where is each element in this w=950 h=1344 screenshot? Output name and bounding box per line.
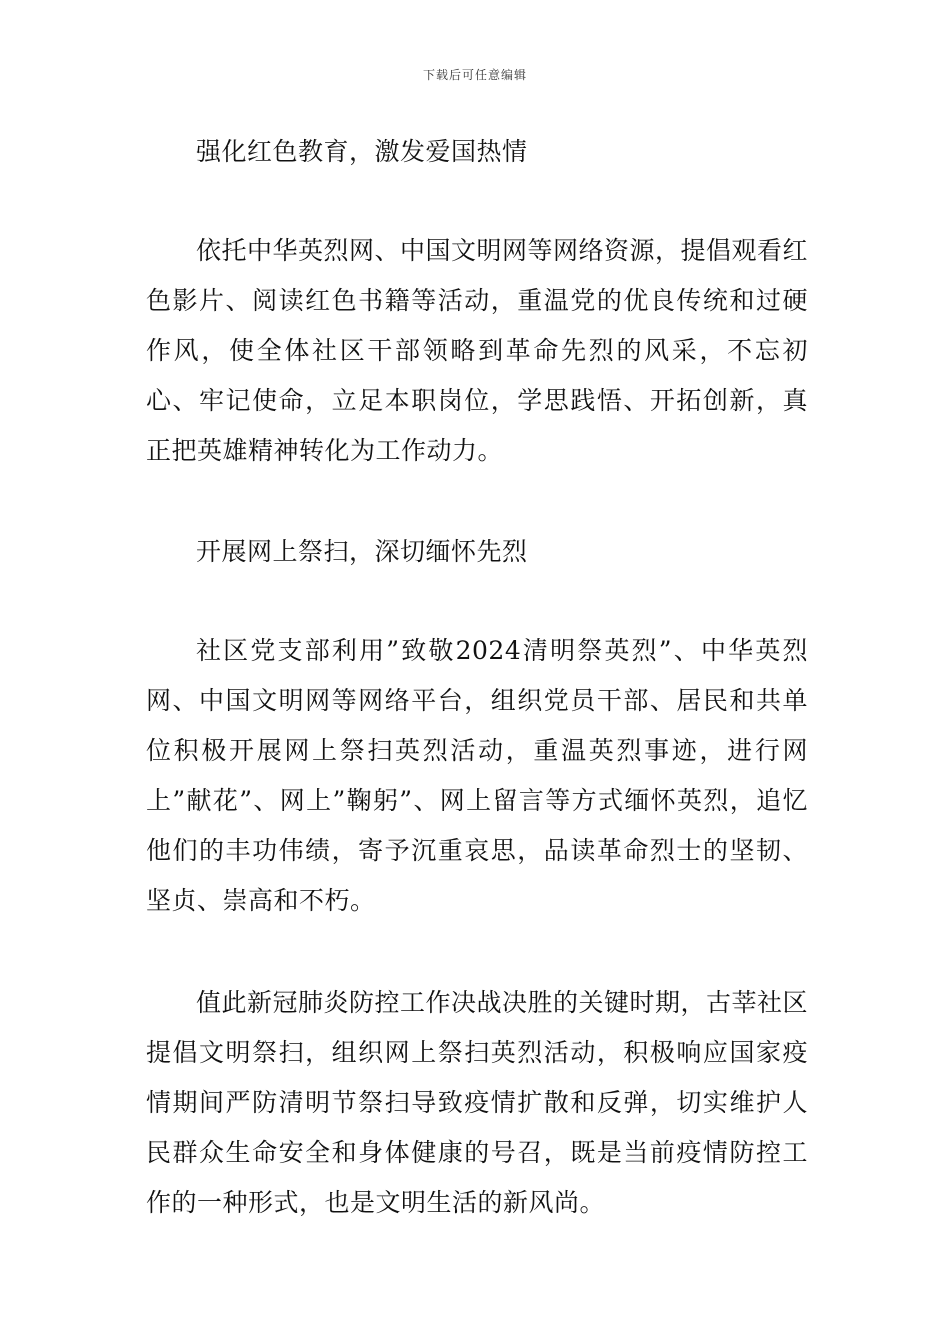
section-heading-1: 强化红色教育，激发爱国热情 [196, 137, 528, 166]
document-body [146, 128, 808, 1280]
section-paragraph-2: 社区党支部利用”致敬2024清明祭英烈”、中华英烈网、中国文明网等网络平台，组织党员干部、居民和共单位积极开展网上祭扫英烈活动，重温英烈事迹，进行网上”献花”、网上”鞠躬”、网上留言等方式缅怀英烈，追忆他们的丰功伟绩，寄予沉重哀思，品读革命烈士的坚韧、坚贞、崇高和不朽。 [146, 636, 808, 915]
closing-paragraph: 值此新冠肺炎防控工作决战决胜的关键时期，古莘社区提倡文明祭扫，组织网上祭扫英烈活动，积极响应国家疫情期间严防清明节祭扫导致疫情扩散和反弹，切实维护人民群众生命安全和身体健康的号召，既是当前疫情防控工作的一种形式，也是文明生活的新风尚。 [146, 988, 809, 1217]
page-header-note: 下载后可任意编辑 [422, 68, 527, 82]
section-heading-2: 开展网上祭扫，深切缅怀先烈 [196, 537, 528, 566]
section-paragraph-1: 依托中华英烈网、中国文明网等网络资源，提倡观看红色影片、阅读红色书籍等活动，重温党的优良传统和过硬作风，使全体社区干部领略到革命先烈的风采，不忘初心、牢记使命，立足本职岗位，学思践悟、开拓创新，真正把英雄精神转化为工作动力。 [146, 236, 809, 465]
